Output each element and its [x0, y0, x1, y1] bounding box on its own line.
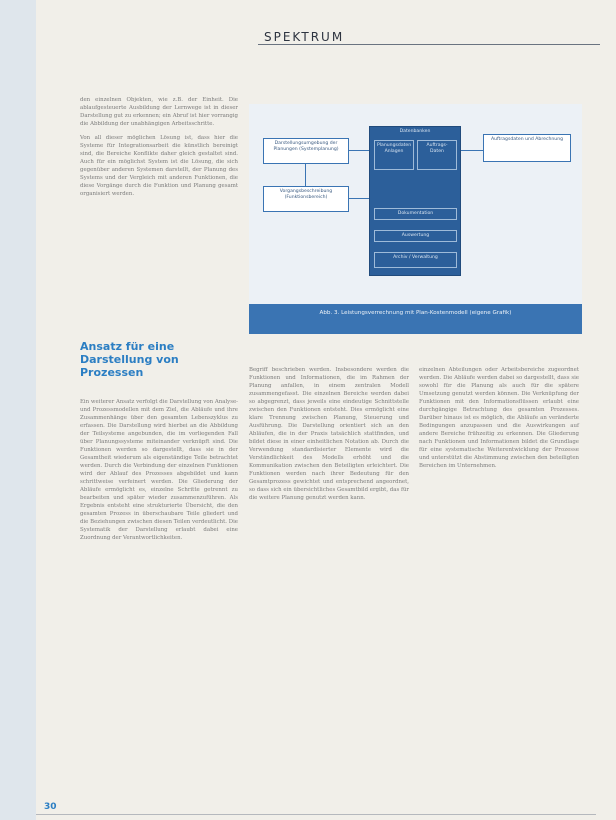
page-header-title: SPEKTRUM	[264, 30, 345, 44]
diagram-box-planning: Darstellungsumgebung der Planungen (Systemplanung)	[263, 138, 349, 164]
figure-diagram	[249, 104, 582, 334]
diagram-connector	[349, 198, 369, 199]
intro-paragraph: den einzelnen Objekten, wie z.B. der Einheit. Die ablaufgesteuerte Ausbildung der Lernwege ist in dieser Darstellung gut zu erkennen; ein Abruf ist hier vorrangig die Abbildung der unabhängigen Arbeitsschritte.	[80, 97, 238, 127]
diagram-box-planning-data: Planungsdaten Anlagen	[374, 140, 414, 170]
diagram-box-evaluation: Auswertung	[374, 230, 457, 242]
diagram-box-archive: Archiv / Verwaltung	[374, 252, 457, 268]
figure-caption: Abb. 3. Leistungsverrechnung mit Plan-Kostenmodell (eigene Grafik)	[319, 310, 512, 316]
diagram-box-process: Vorgangsbeschreibung (Funktionsbereich)	[263, 186, 349, 212]
body-column-middle	[249, 366, 409, 508]
diagram-connector	[305, 164, 306, 186]
header-rule	[258, 44, 600, 45]
diagram-area	[249, 104, 582, 304]
diagram-box-billing: Auftragsdaten und Abrechnung	[483, 134, 571, 162]
diagram-database-label: Datenbanken	[399, 129, 431, 134]
body-paragraph: Begriff beschrieben werden. Insbesondere werden die Funktionen und Informationen, die im Rahmen der Planung anfallen, in einem zentralen Modell zusammengefasst. Die einzelnen Bereiche werden dabei so abgegrenzt, dass jeweils eine eindeutige Schnittstelle zwischen den Funktionen entsteht. Dies ermöglicht eine klare Trennung zwischen Planung, Steuerung und Ausführung. Die Darstellung orientiert sich an den Abläufen, die in der Praxis tatsächlich stattfinden, und bildet diese in einer einheitlichen Notation ab. Durch die Verwendung standardisierter Elemente wird die Verständlichkeit des Modells erhöht und die Kommunikation zwischen den Beteiligten erleichtert. Die Funktionen werden nach ihrer Bedeutung für den Gesamtprozess gewichtet und entsprechend angeordnet, so dass sich ein übersichtliches Gesamtbild ergibt, das für die weitere Planung genutzt werden kann.	[249, 367, 409, 501]
body-column-right	[419, 366, 579, 476]
section-heading: Ansatz für eine Darstellung von Prozessen	[80, 340, 179, 379]
intro-paragraph: Von all dieser möglichen Lösung ist, dass hier die Systeme für Integrationsarbeit die künstlich bereinigt sind, die Bereiche Konflikte daher gleich gestaltet sind. Auch für ein möglichst System ist die Lösung, die sich gegenüber anderen Systemen darstellt, der Planung des Systems und der Vergleich mit anderen Funktionen, die diese Vorgänge durch die Funktion und Planung gesamt organisiert werden.	[80, 135, 238, 197]
diagram-box-order-data: Auftrags-Daten	[417, 140, 457, 170]
body-paragraph: Ein weiterer Ansatz verfolgt die Darstellung von Analyse- und Prozessmodellen mit dem Ziel, die Abläufe und ihre Zusammenhänge über den gesamten Lebenszyklus zu erfassen. Die Darstellung wird hierbei an die Abbildung der Teilsysteme angebunden, die im vorliegenden Fall über Planungssysteme miteinander verknüpft sind. Die Funktionen werden so dargestellt, dass sie in der Gesamtheit wiederum als eigenständige Teile betrachtet werden. Durch die Verbindung der einzelnen Funktionen wird der Ablauf des Prozesses abgebildet und kann schrittweise verfeinert werden. Die Gliederung der Abläufe ermöglicht es, einzelne Schritte getrennt zu bearbeiten und später wieder zusammenzuführen. Als Ergebnis entsteht eine strukturierte Übersicht, die den gesamten Prozess in überschaubare Teile gliedert und die Beziehungen zwischen diesen Teilen verdeutlicht. Die Systematik der Darstellung erlaubt dabei eine Zuordnung der Verantwortlichkeiten.	[80, 399, 238, 541]
intro-column	[80, 96, 238, 204]
diagram-connector	[349, 150, 369, 151]
page-number: 30	[44, 802, 57, 812]
body-paragraph: einzelnen Abteilungen oder Arbeitsbereiche zugeordnet werden. Die Abläufe werden dabei so dargestellt, dass sie sowohl für die Planung als auch für die spätere Umsetzung genutzt werden können. Die Verknüpfung der Funktionen mit den Informationsflüssen erlaubt eine durchgängige Betrachtung des gesamten Prozesses. Darüber hinaus ist es möglich, die Abläufe an veränderte Bedingungen anzupassen und die Auswirkungen auf andere Bereiche frühzeitig zu erkennen. Die Gliederung nach Funktionen und Informationen bildet die Grundlage für eine systematische Weiterentwicklung der Prozesse und unterstützt die Abstimmung zwischen den beteiligten Bereichen im Unternehmen.	[419, 367, 579, 469]
diagram-box-documentation: Dokumentation	[374, 208, 457, 220]
diagram-connector	[461, 150, 483, 151]
page-margin-bar	[0, 0, 36, 820]
footer-rule	[36, 814, 596, 815]
body-column-left	[80, 398, 238, 548]
